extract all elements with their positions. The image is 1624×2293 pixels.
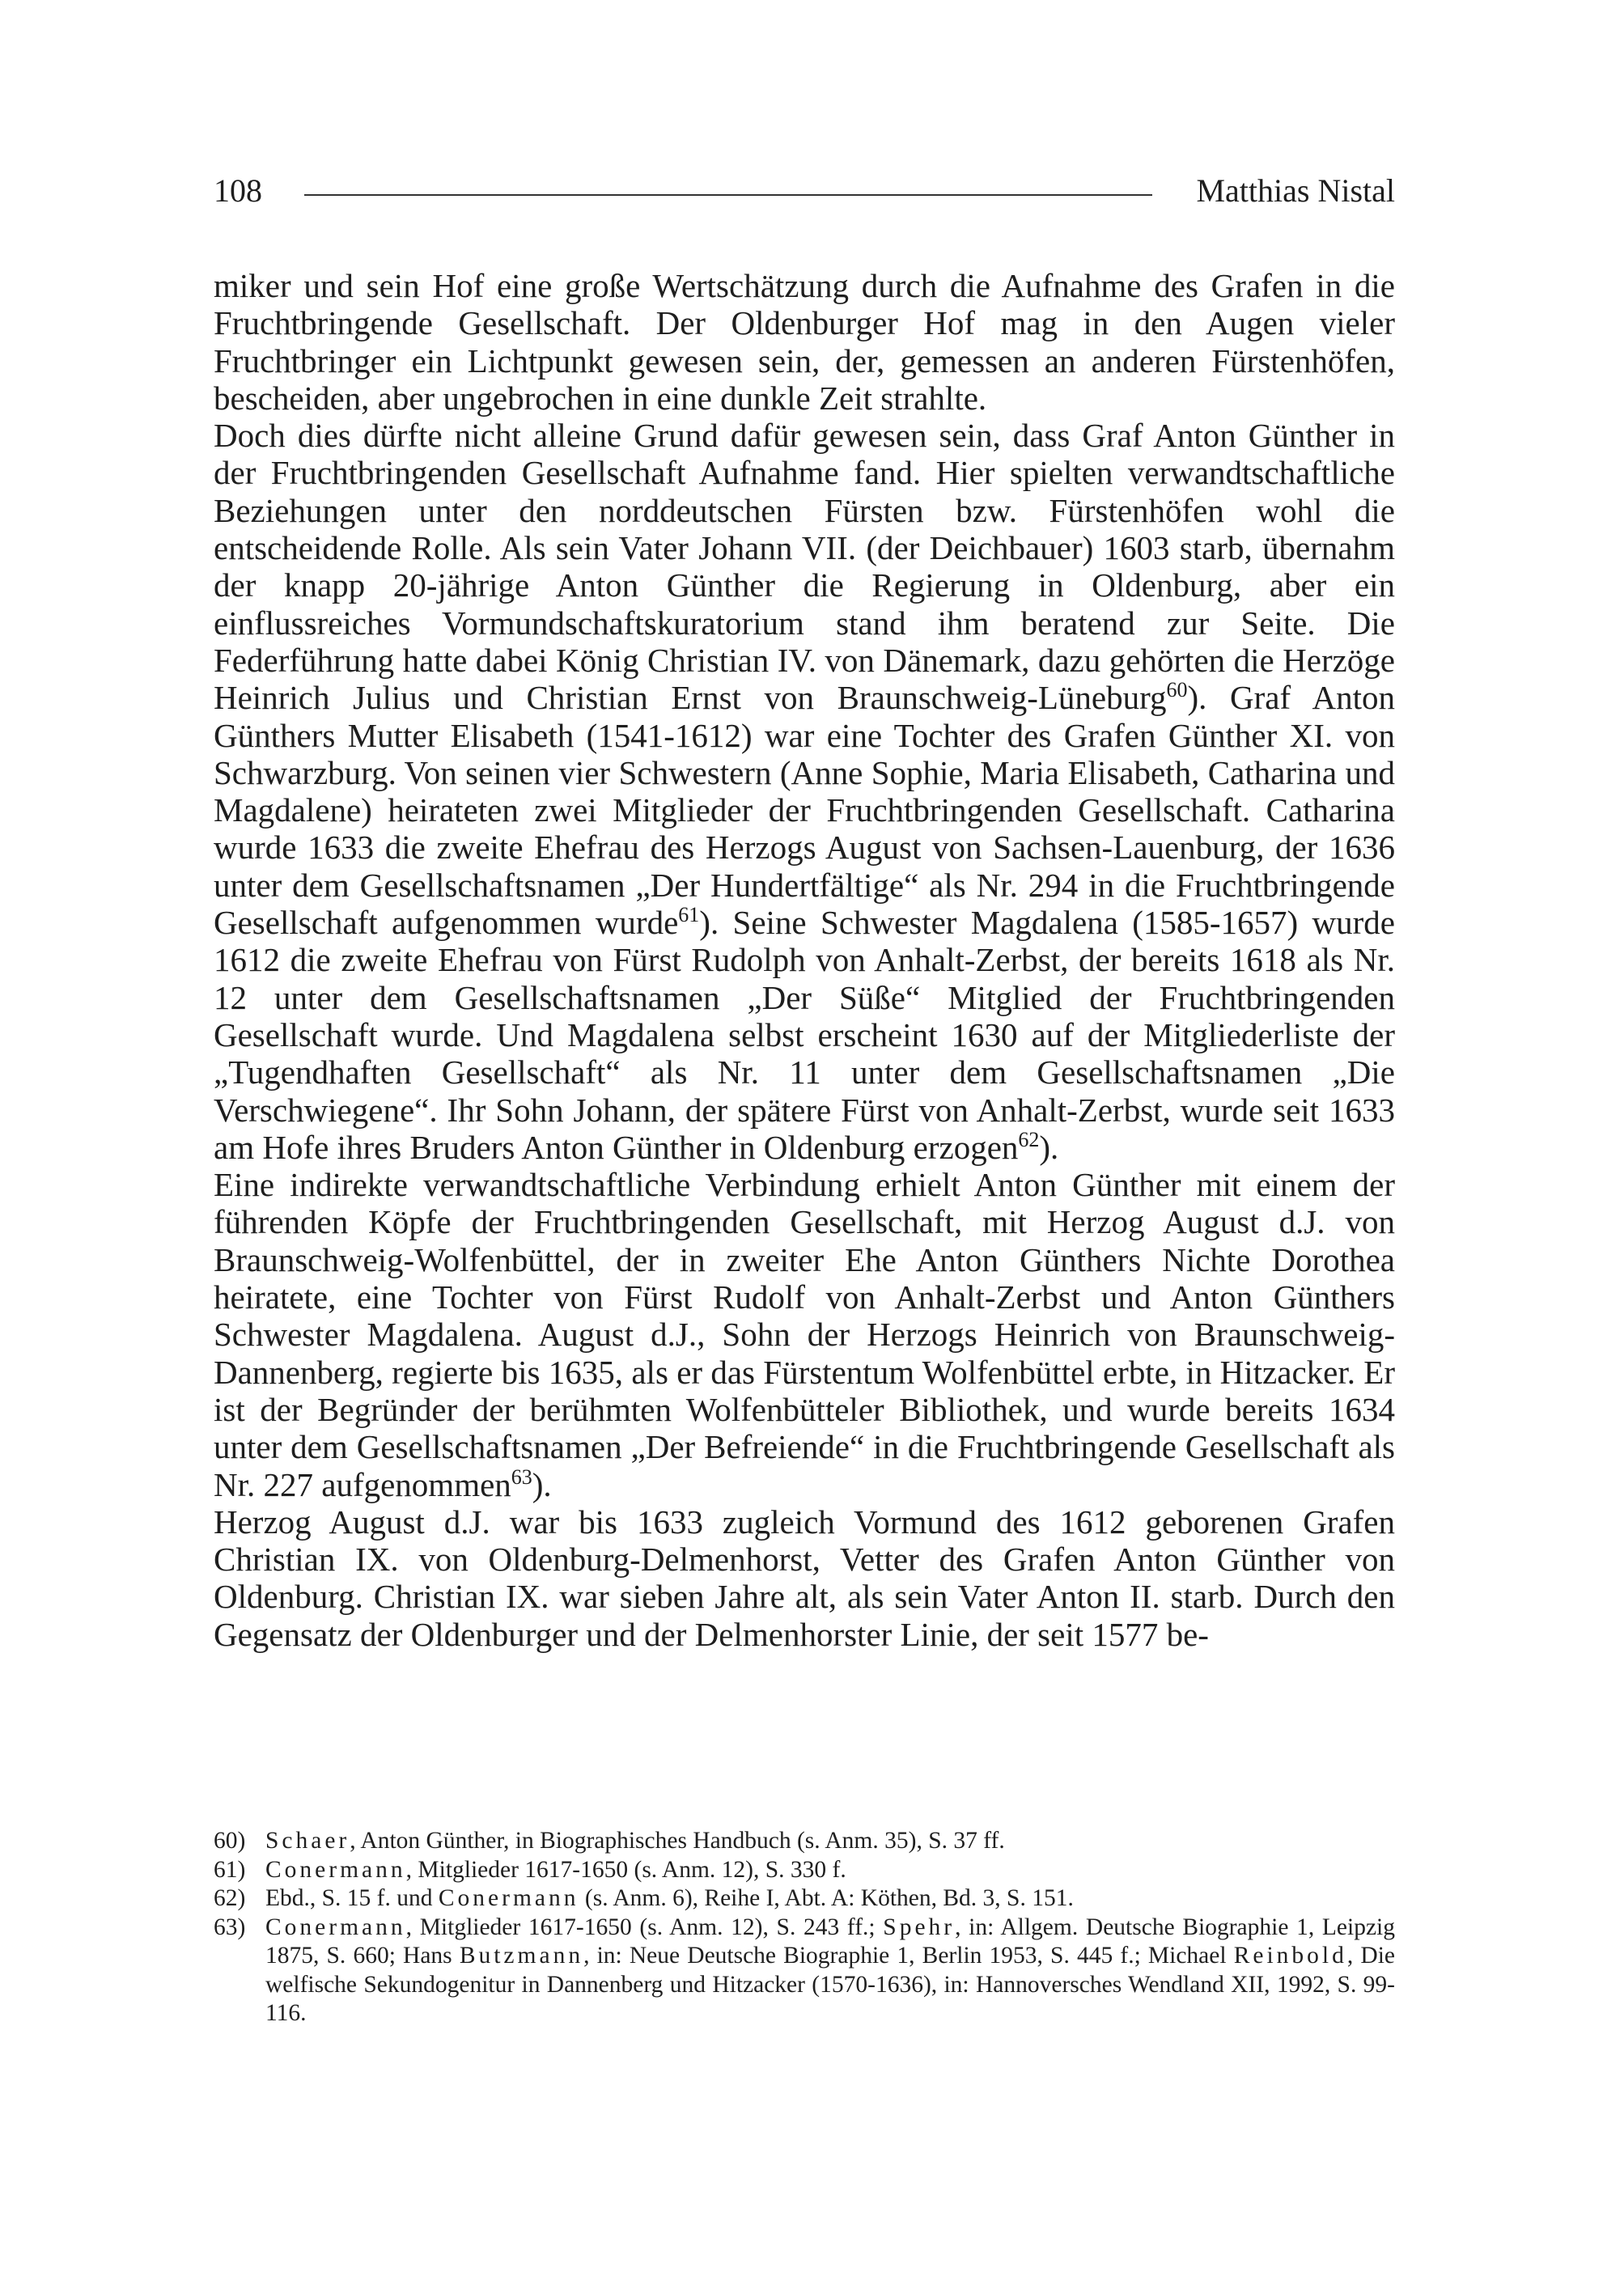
footnote-ref-63: 63 bbox=[511, 1464, 532, 1489]
body-text bbox=[214, 267, 1395, 1653]
footnote-number: 61) bbox=[214, 1856, 246, 1883]
author-name: Schaer bbox=[265, 1828, 350, 1854]
paragraph-text: ). Graf Anton Günthers Mutter Elisabeth (1541-1612) war eine Tochter des Grafen Günther XI. von Schwarzburg. Von seinen vier Schwestern (Anne Sophie, Maria Elisabeth, Catharina und Magdalene) heirateten zwei Mitglieder der Fruchtbringenden Gesellschaft. Catharina wurde 1633 die zweite Ehefrau des Herzogs August von Sachsen-Lauenburg, der 1636 unter dem Gesellschaftsnamen „Der Hundertfältige“ als Nr. 294 in die Fruchtbringende Gesellschaft aufgenommen wurde bbox=[214, 679, 1395, 942]
paragraph-text: Doch dies dürfte nicht alleine Grund dafür gewesen sein, dass Graf Anton Günther in der Fruchtbringenden Gesellschaft Aufnahme fand. Hier spielten verwandtschaftliche Beziehungen unter den norddeutschen Fürsten bzw. Fürstenhöfen wohl die entscheidende Rolle. Als sein Vater Johann VII. (der Deichbauer) 1603 starb, übernahm der knapp 20-jährige Anton Günther die Regierung in Oldenburg, aber ein einflussreiches Vormundschaftskuratorium stand ihm beratend zur Seite. Die Federführung hatte dabei König Christian IV. von Dänemark, dazu gehörten die Herzöge Heinrich Julius und Christian Ernst von Braunschweig-Lüneburg bbox=[214, 417, 1395, 717]
footnote-number: 62) bbox=[214, 1885, 246, 1911]
footnote-ref-61: 61 bbox=[678, 903, 700, 927]
footnote-fragment: Ebd., S. 15 f. und bbox=[265, 1885, 439, 1911]
footnote bbox=[214, 1827, 1395, 1856]
paragraph-text: Eine indirekte verwandtschaftliche Verbindung erhielt Anton Günther mit einem der führenden Köpfe der Fruchtbringenden Gesellschaft, mit Herzog August d.J. von Braunschweig-Wolfenbüttel, der in zweiter Ehe Anton Günthers Nichte Dorothea heiratete, eine Tochter von Fürst Rudolf von Anhalt-Zerbst und Anton Günthers Schwester Magdalena. August d.J., Sohn der Herzogs Heinrich von Braunschweig-Dannenberg, regierte bis 1635, als er das Fürstentum Wolfenbüttel erbte, in Hitzacker. Er ist der Begründer der berühmten Wolfenbütteler Bibliothek, und wurde bereits 1634 unter dem Gesellschaftsnamen „Der Befreiende“ in die Fruchtbringende Gesellschaft als Nr. 227 aufgenommen bbox=[214, 1166, 1395, 1503]
paragraph-text: ). bbox=[532, 1465, 552, 1503]
paragraph-text: ). bbox=[1039, 1128, 1059, 1166]
paragraph-2 bbox=[214, 417, 1395, 1166]
footnote-fragment: , in: Neue Deutsche Biographie 1, Berlin 1953, S. 445 f.; Michael bbox=[583, 1943, 1234, 1969]
footnote-fragment: , in: Allgem. Deutsche Biographie 1, Leipzig 1875, S. 660; Hans bbox=[265, 1914, 1395, 1969]
header-rule bbox=[304, 194, 1152, 196]
footnote-text bbox=[265, 1884, 1395, 1914]
author-name: Spehr bbox=[883, 1914, 956, 1940]
footnote-text bbox=[265, 1827, 1395, 1856]
author-name: Conermann bbox=[438, 1885, 579, 1911]
footnotes bbox=[214, 1827, 1395, 2028]
footnote-number: 60) bbox=[214, 1828, 246, 1854]
paragraph-text: ). Seine Schwester Magdalena (1585-1657) wurde 1612 die zweite Ehefrau von Fürst Rudolph von Anhalt-Zerbst, der bereits 1618 als Nr. 12 unter dem Gesellschaftsnamen „Der Süße“ Mitglied der Fruchtbringenden Gesellschaft wurde. Und Magdalena selbst erscheint 1630 auf der Mitgliederliste der „Tugendhaften Gesellschaft“ als Nr. 11 unter dem Gesellschaftsnamen „Die Verschwiegene“. Ihr Sohn Johann, der spätere Fürst von Anhalt-Zerbst, wurde seit 1633 am Hofe ihres Bruders Anton Günther in Oldenburg erzogen bbox=[214, 904, 1395, 1166]
footnote-text bbox=[265, 1856, 1395, 1885]
paragraph-4 bbox=[214, 1503, 1395, 1653]
author-name: Conermann bbox=[265, 1914, 406, 1940]
footnote-fragment: (s. Anm. 6), Reihe I, Abt. A: Köthen, Bd. 3, S. 151. bbox=[579, 1885, 1074, 1911]
paragraph-1 bbox=[214, 267, 1395, 417]
footnote-fragment: , Die welfische Sekundogenitur in Dannenberg und Hitzacker (1570-1636), in: Hannoversches Wendland XII, 1992, S. 99-116. bbox=[265, 1943, 1396, 2026]
author-name: Conermann bbox=[265, 1856, 406, 1883]
footnote-fragment: , Anton Günther, in Biographisches Handbuch (s. Anm. 35), S. 37 ff. bbox=[350, 1828, 1005, 1854]
paragraph-3 bbox=[214, 1166, 1395, 1503]
footnote-fragment: , Mitglieder 1617-1650 (s. Anm. 12), S. 330 f. bbox=[405, 1856, 846, 1883]
paragraph-text: miker und sein Hof eine große Wertschätzung durch die Aufnahme des Grafen in die Fruchtbringende Gesellschaft. Der Oldenburger Hof mag in den Augen vieler Fruchtbringer ein Lichtpunkt gewesen sein, der, gemessen an anderen Fürstenhöfen, bescheiden, aber ungebrochen in eine dunkle Zeit strahlte. bbox=[214, 267, 1395, 417]
running-head-author: Matthias Nistal bbox=[1196, 172, 1395, 209]
footnote-number: 63) bbox=[214, 1914, 246, 1940]
footnote bbox=[214, 1914, 1395, 2028]
page-number: 108 bbox=[214, 172, 262, 209]
footnote-ref-62: 62 bbox=[1018, 1127, 1040, 1151]
paragraph-text: Herzog August d.J. war bis 1633 zugleich Vormund des 1612 geborenen Grafen Christian IX. von Oldenburg-Delmenhorst, Vetter des Grafen Anton Günther von Oldenburg. Christian IX. war sieben Jahre alt, als sein Vater Anton II. starb. Durch den Gegensatz der Oldenburger und der Delmenhorster Linie, der seit 1577 be- bbox=[214, 1503, 1395, 1653]
footnote-ref-60: 60 bbox=[1166, 678, 1188, 702]
footnote bbox=[214, 1884, 1395, 1914]
footnote-text bbox=[265, 1914, 1395, 2028]
author-name: Butzmann bbox=[459, 1943, 584, 1969]
running-header bbox=[214, 167, 1395, 215]
footnote bbox=[214, 1856, 1395, 1885]
footnote-fragment: , Mitglieder 1617-1650 (s. Anm. 12), S. 243 ff.; bbox=[405, 1914, 884, 1940]
author-name: Reinbold bbox=[1233, 1943, 1347, 1969]
